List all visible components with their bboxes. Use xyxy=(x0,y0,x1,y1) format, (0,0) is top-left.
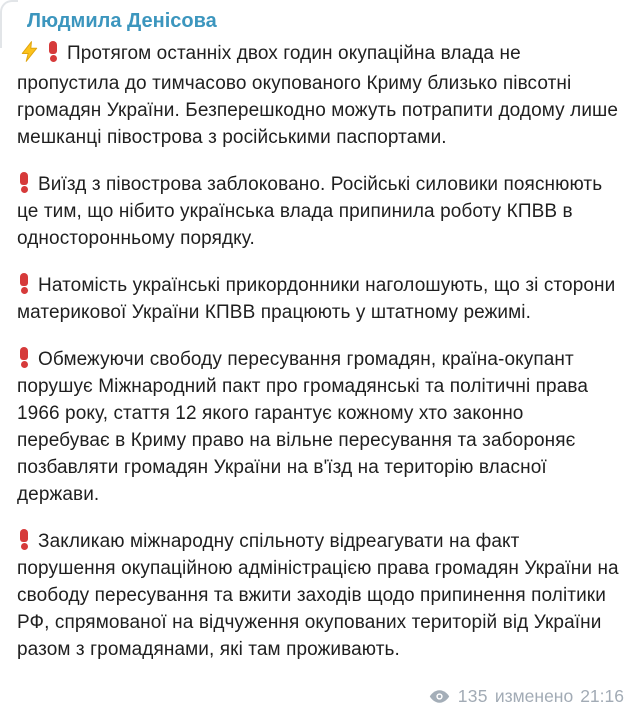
message-time: 21:16 xyxy=(580,686,624,706)
message-paragraph xyxy=(17,346,620,508)
paragraph-text: Виїзд з півострова заблоковано. Російські силовики пояснюють це тим, що нібито українська влада припинила роботу КПВВ в односторонньому порядку. xyxy=(17,174,603,249)
bubble-corner-decoration xyxy=(0,0,18,48)
views-eye-icon xyxy=(429,689,450,704)
red-exclamation-emoji xyxy=(19,347,29,368)
red-exclamation-emoji xyxy=(19,273,29,294)
paragraph-text: Натомість українські прикордонники наголошують, що зі сторони материкової України КПВВ працюють у штатному режимі. xyxy=(17,275,616,323)
message-paragraph xyxy=(17,40,620,151)
channel-author-name[interactable]: Людмила Денісова xyxy=(27,10,217,32)
paragraph-text: Закликаю міжнародну спільноту відреагувати на факт порушення окупаційною адміністрацією права громадян України на свободу пересування та вжити заходів щодо припинення політики РФ, спрямованої на відчуження окупованих територій від України разом з громадянами, які там проживають. xyxy=(17,531,619,660)
red-exclamation-emoji xyxy=(19,172,29,193)
red-exclamation-emoji xyxy=(19,529,29,550)
paragraph-text: Протягом останніх двох годин окупаційна влада не пропустила до тимчасово окупованого Криму близько півсотні громадян України. Безперешкодно можуть потрапити додому лише мешканці півострова з російськими паспортами. xyxy=(17,43,619,148)
views-count: 135 xyxy=(457,686,488,706)
message-paragraph xyxy=(17,171,620,252)
message-meta xyxy=(429,686,624,706)
red-exclamation-emoji xyxy=(48,41,58,62)
message-paragraph xyxy=(17,272,620,326)
paragraph-text: Обмежуючи свободу пересування громадян, країна-окупант порушує Міжнародний пакт про громадянські та політичні права 1966 року, стаття 12 якого гарантує кожному хто законно перебуває в Криму право на вільне пересування та забороняє позбавляти громадян України на в'їзд на територію власної держави. xyxy=(17,349,589,505)
edited-label: изменено xyxy=(494,686,574,706)
lightning-emoji xyxy=(19,41,40,70)
message-paragraph xyxy=(17,528,620,663)
